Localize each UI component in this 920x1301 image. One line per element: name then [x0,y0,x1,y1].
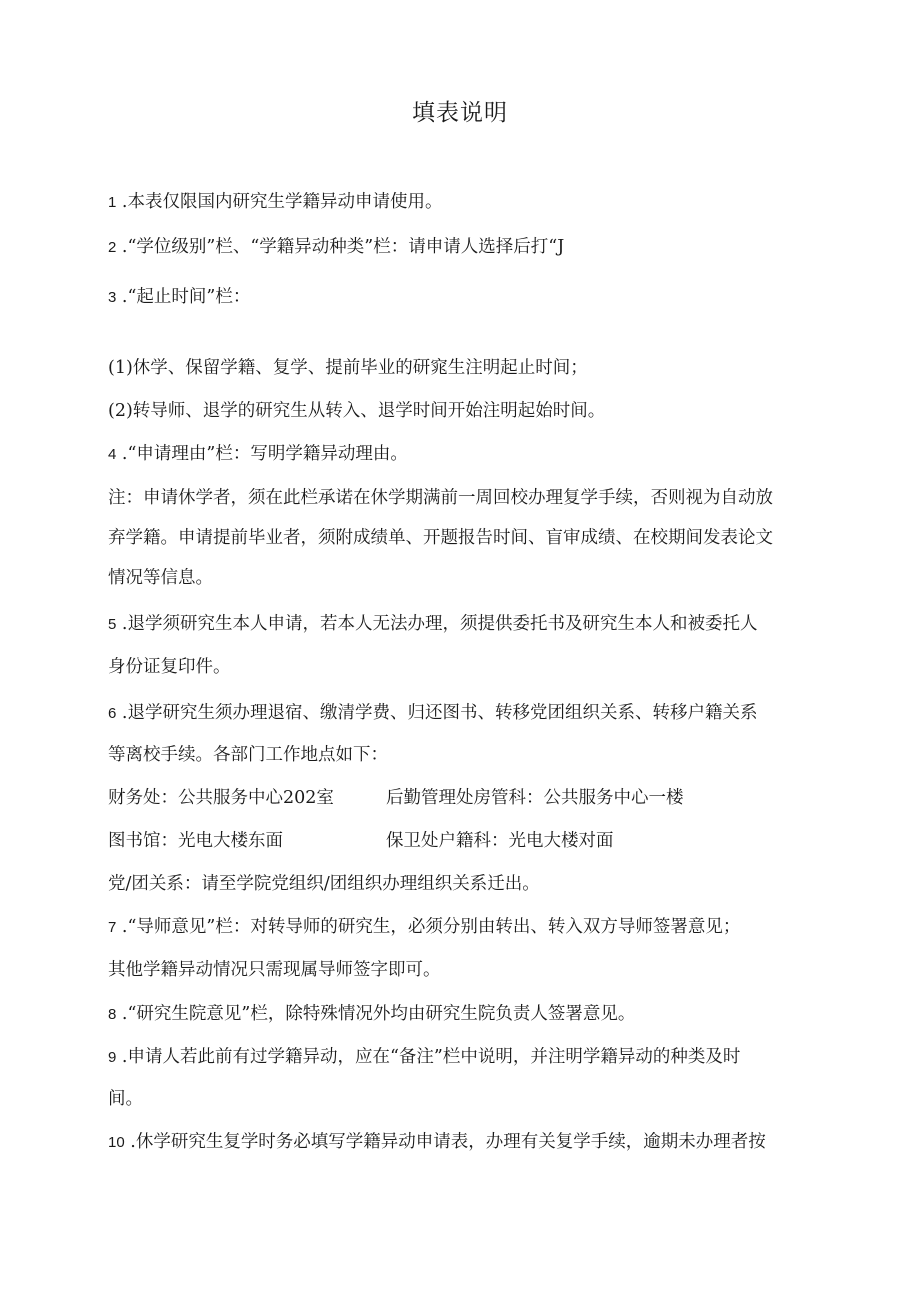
item-9-cont: 间。 [108,1089,143,1109]
item-number: 1 [108,194,117,211]
location-logistics: 后勤管理处房管科：公共服务中心一楼 [386,788,684,808]
item-text: .退学研究生须办理退宿、缴清学费、归还图书、转移党团组织关系、转移户籍关系 [116,703,758,723]
item-4 [108,442,820,467]
item-text: .退学须研究生本人申请，若本人无法办理，须提供委托书及研究生本人和被委托人 [116,614,758,634]
location-library: 图书馆：光电大楼东面 [108,831,283,851]
page-title: 填表说明 [412,100,508,126]
note-line-1: 注：申请休学者，须在此栏承诺在休学期满前一周回校办理复学手续，否则视为自动放 [108,488,773,508]
item-text: .“学位级别”栏、“学籍异动种类”栏：请申请人选择后打“J [116,237,565,257]
item-5 [108,612,820,637]
item-number: 9 [108,1049,117,1066]
item-2 [108,235,820,260]
item-text: .“起止时间”栏： [116,287,251,307]
item-number: 2 [108,239,117,256]
item-number: 7 [108,919,117,936]
item-8 [108,1002,820,1027]
item-number: 6 [108,705,117,722]
item-7 [108,915,820,940]
note-line-2: 弃学籍。申请提前毕业者，须附成绩单、开题报告时间、盲审成绩、在校期间发表论文 [108,528,773,548]
item-text: .“导师意见”栏：对转导师的研究生，必须分别由转出、转入双方导师签署意见； [116,917,741,937]
location-row-2 [108,829,820,853]
item-10 [108,1130,820,1155]
item-number: 4 [108,446,117,463]
item-text: .休学研究生复学时务必填写学籍异动申请表，办理有关复学手续，逾期未办理者按 [124,1132,766,1152]
item-3-sub-2: (2)转导师、退学的研究生从转入、退学时间开始注明起始时间。 [108,401,606,421]
item-6 [108,701,820,726]
item-7-cont: 其他学籍异动情况只需现属导师签字即可。 [108,960,441,980]
item-number: 8 [108,1006,117,1023]
item-text: .“申请理由”栏：写明学籍异动理由。 [116,444,408,464]
item-3 [108,285,820,310]
item-text: .本表仅限国内研究生学籍异动申请使用。 [116,192,443,212]
item-number: 3 [108,289,117,306]
item-1 [108,190,820,215]
item-number: 10 [108,1134,125,1151]
location-security: 保卫处户籍科：光电大楼对面 [386,831,614,851]
note-line-3: 情况等信息。 [108,568,213,588]
item-3-sub-1: (1)休学、保留学籍、复学、提前毕业的研窕生注明起止时间； [108,358,588,378]
location-row-1 [108,786,820,810]
item-9 [108,1045,820,1070]
item-5-cont: 身份证复印件。 [108,657,231,677]
location-finance: 财务处：公共服务中心202室 [108,788,334,808]
item-6-cont: 等离校手续。各部门工作地点如下： [108,745,388,765]
item-number: 5 [108,616,117,633]
location-party: 党/团关系：请至学院党组织/团组织办理组织关系迁出。 [108,874,540,894]
item-text: .“研究生院意见”栏，除特殊情况外均由研究生院负责人签署意见。 [116,1004,636,1024]
item-text: .申请人若此前有过学籍异动，应在“备注”栏中说明，并注明学籍异动的种类及时 [116,1047,741,1067]
